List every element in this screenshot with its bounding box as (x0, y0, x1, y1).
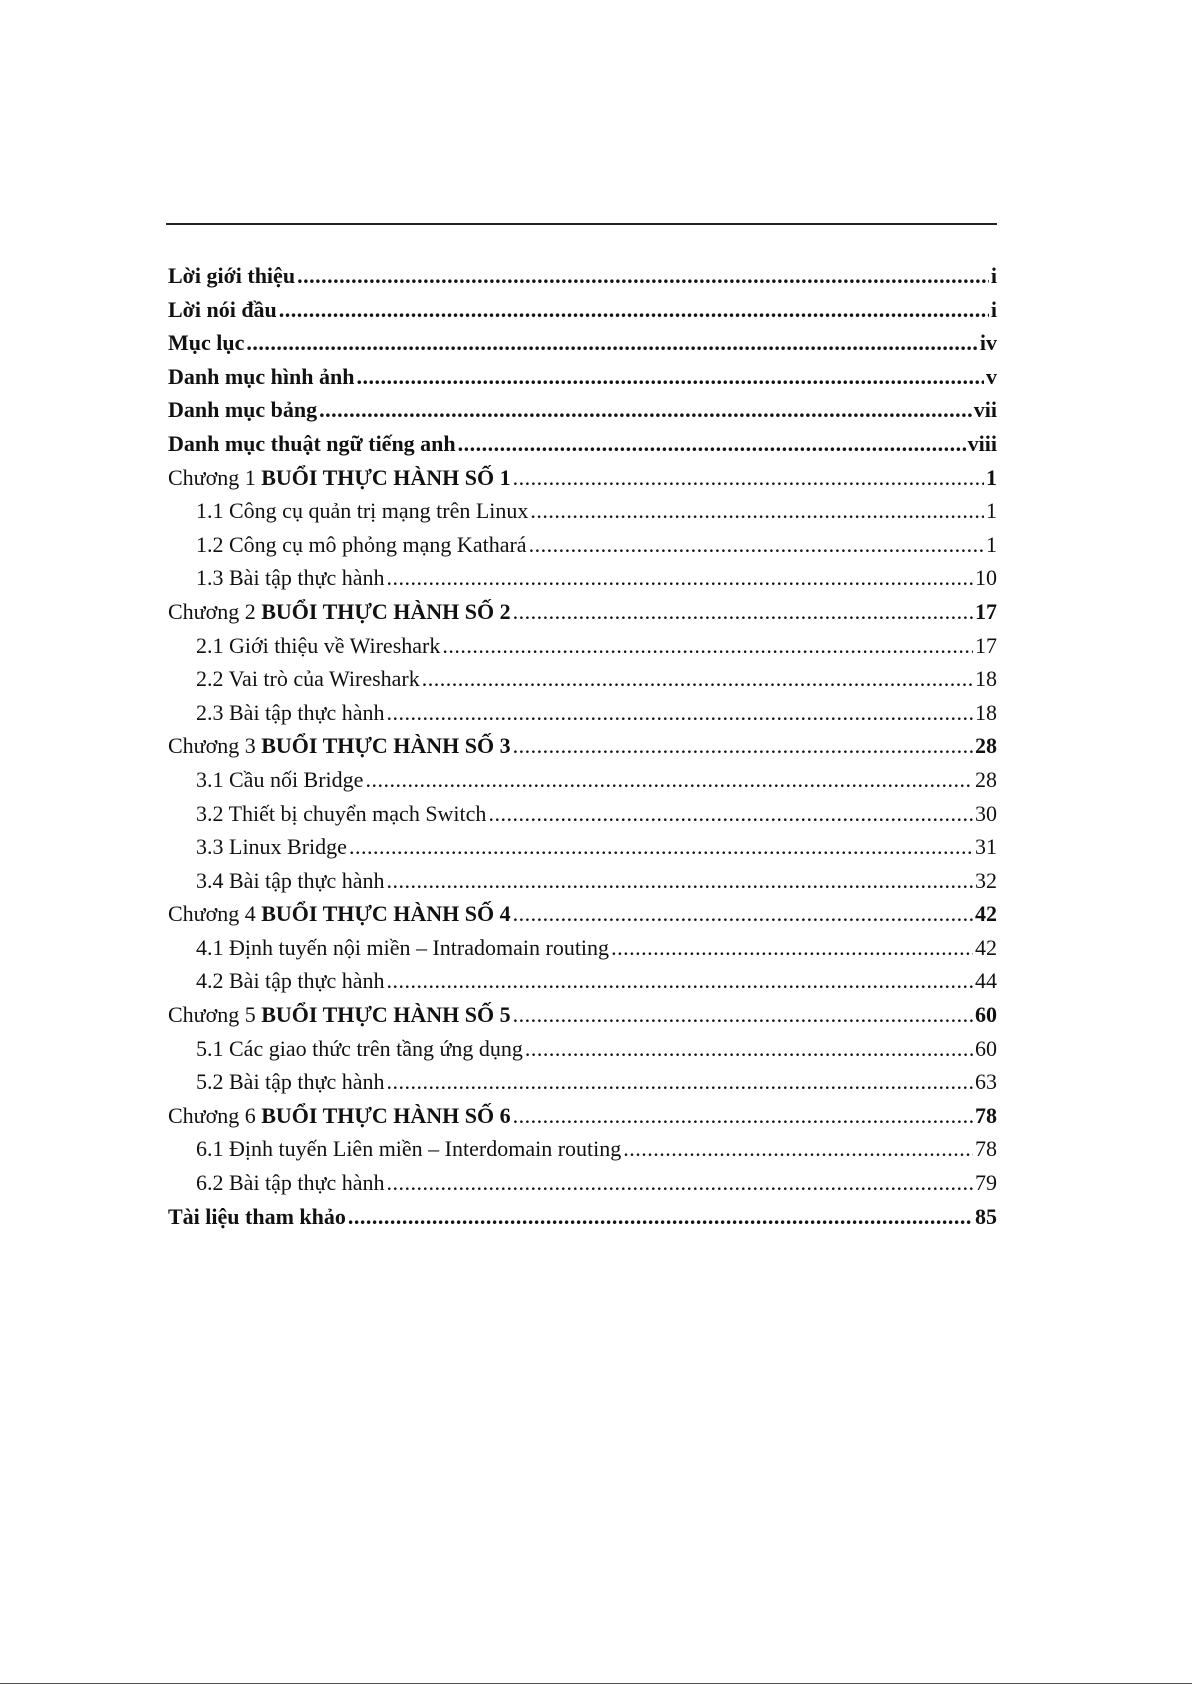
page-number: 42 (975, 934, 997, 960)
dot-leader (458, 427, 966, 461)
page-number: 42 (975, 901, 997, 927)
toc-chapter-entry[interactable] (168, 998, 997, 1032)
chapter-title: BUỔI THỰC HÀNH SỐ 3 (261, 733, 511, 759)
page-number: 1 (986, 464, 997, 490)
page-number: 28 (975, 766, 997, 792)
chapter-prefix: Chương 5 (168, 1002, 256, 1028)
dot-leader (365, 763, 973, 797)
dot-leader (513, 998, 973, 1032)
chapter-prefix: Chương 1 (168, 464, 256, 490)
toc-front-entry[interactable] (168, 293, 997, 327)
page-number: iv (979, 330, 997, 356)
toc-chapter-label (168, 1099, 511, 1133)
toc-section-label: 2.1 Giới thiệu về Wireshark (196, 632, 441, 658)
toc-chapter-entry[interactable] (168, 461, 997, 495)
toc-front-entry[interactable] (168, 427, 997, 461)
dot-leader (387, 561, 974, 595)
chapter-title: BUỔI THỰC HÀNH SỐ 4 (261, 901, 511, 927)
dot-leader (442, 629, 973, 663)
toc-section-entry[interactable] (168, 1032, 997, 1066)
page-number: 60 (975, 1002, 997, 1028)
page-number: 31 (975, 834, 997, 860)
dot-leader (422, 662, 973, 696)
dot-leader (513, 461, 984, 495)
page-number: 60 (975, 1035, 997, 1061)
toc-section-entry[interactable] (168, 964, 997, 998)
chapter-title: BUỔI THỰC HÀNH SỐ 2 (261, 598, 511, 624)
toc-section-entry[interactable] (168, 662, 997, 696)
dot-leader (387, 864, 974, 898)
toc-section-entry[interactable] (168, 629, 997, 663)
toc-section-label: 5.1 Các giao thức trên tầng ứng dụng (196, 1035, 523, 1061)
page-number: 78 (975, 1102, 997, 1128)
toc-section-entry[interactable] (168, 763, 997, 797)
toc-section-entry[interactable] (168, 830, 997, 864)
page-number: i (990, 263, 997, 288)
page-number: 18 (975, 699, 997, 725)
toc-front-entry[interactable] (168, 360, 997, 394)
page-number: v (986, 363, 997, 389)
toc-section-label: 3.3 Linux Bridge (196, 834, 347, 860)
toc-front-label: Tài liệu tham khảo (168, 1203, 346, 1229)
toc-chapter-entry[interactable] (168, 1099, 997, 1133)
toc-section-label: 6.2 Bài tập thực hành (196, 1170, 385, 1196)
toc-section-label: 1.3 Bài tập thực hành (196, 565, 385, 591)
toc-front-label: Danh mục bảng (168, 397, 318, 423)
page-number: 79 (975, 1170, 997, 1196)
dot-leader (513, 1099, 973, 1133)
toc-chapter-label (168, 461, 511, 495)
page-number: 63 (975, 1069, 997, 1095)
dot-leader (246, 326, 977, 360)
toc-front-label: Mục lục (168, 330, 245, 356)
page-number: vii (973, 397, 997, 423)
dot-leader (348, 1200, 973, 1234)
dot-leader (530, 494, 984, 528)
toc-section-label: 2.2 Vai trò của Wireshark (196, 666, 420, 692)
toc-front-label: Danh mục hình ảnh (168, 363, 355, 389)
page-number: 18 (975, 666, 997, 692)
dot-leader (356, 360, 984, 394)
toc-section-entry[interactable] (168, 1065, 997, 1099)
dot-leader (513, 897, 973, 931)
chapter-title: BUỔI THỰC HÀNH SỐ 1 (261, 464, 511, 490)
toc-section-label: 3.4 Bài tập thực hành (196, 867, 385, 893)
toc-section-label: 1.1 Công cụ quản trị mạng trên Linux (196, 498, 529, 524)
toc-front-entry[interactable] (168, 259, 997, 293)
toc-chapter-label (168, 897, 511, 931)
toc-chapter-entry[interactable] (168, 595, 997, 629)
page-number: 17 (975, 598, 997, 624)
toc-section-label: 4.2 Bài tập thực hành (196, 968, 385, 994)
toc-section-entry[interactable] (168, 797, 997, 831)
page-number: 10 (975, 565, 997, 591)
toc-section-entry[interactable] (168, 931, 997, 965)
toc-section-label: 6.1 Định tuyến Liên miền – Interdomain routing (196, 1136, 622, 1162)
toc-chapter-entry[interactable] (168, 897, 997, 931)
toc-front-label: Danh mục thuật ngữ tiếng anh (168, 430, 456, 456)
table-of-contents (168, 259, 997, 1233)
page-number: i (990, 296, 997, 322)
chapter-prefix: Chương 4 (168, 901, 256, 927)
toc-chapter-label (168, 998, 511, 1032)
dot-leader (623, 1132, 973, 1166)
page-number: 30 (975, 800, 997, 826)
dot-leader (387, 696, 974, 730)
toc-section-label: 3.1 Cầu nối Bridge (196, 766, 364, 792)
toc-front-entry[interactable] (168, 393, 997, 427)
dot-leader (349, 830, 973, 864)
dot-leader (525, 1032, 973, 1066)
toc-section-label: 4.1 Định tuyến nội miền – Intradomain routing (196, 934, 610, 960)
dot-leader (319, 393, 972, 427)
dot-leader (513, 729, 973, 763)
chapter-title: BUỔI THỰC HÀNH SỐ 5 (261, 1002, 511, 1028)
toc-section-entry[interactable] (168, 1166, 997, 1200)
chapter-prefix: Chương 2 (168, 598, 256, 624)
toc-front-label: Lời giới thiệu (168, 263, 296, 288)
page-number: 78 (975, 1136, 997, 1162)
footer-rule (0, 1683, 1192, 1684)
page-number: 1 (986, 531, 997, 557)
toc-front-entry[interactable] (168, 326, 997, 360)
page-number: 28 (975, 733, 997, 759)
toc-chapter-entry[interactable] (168, 729, 997, 763)
toc-front-label: Lời nói đầu (168, 296, 277, 322)
toc-section-label: 2.3 Bài tập thực hành (196, 699, 385, 725)
toc-section-label: 5.2 Bài tập thực hành (196, 1069, 385, 1095)
toc-section-label: 1.2 Công cụ mô phỏng mạng Kathará (196, 531, 527, 557)
chapter-prefix: Chương 3 (168, 733, 256, 759)
toc-chapter-label (168, 595, 511, 629)
dot-leader (611, 931, 973, 965)
page-number: 17 (975, 632, 997, 658)
toc-section-entry[interactable] (168, 1132, 997, 1166)
chapter-title: BUỔI THỰC HÀNH SỐ 6 (261, 1102, 511, 1128)
page-number: 44 (975, 968, 997, 994)
toc-chapter-label (168, 729, 511, 763)
toc-section-entry[interactable] (168, 561, 997, 595)
dot-leader (297, 259, 989, 293)
page-number: 32 (975, 867, 997, 893)
toc-section-entry[interactable] (168, 696, 997, 730)
toc-section-label: 3.2 Thiết bị chuyển mạch Switch (196, 800, 487, 826)
dot-leader (529, 528, 984, 562)
page-number: viii (967, 430, 997, 456)
toc-section-entry[interactable] (168, 528, 997, 562)
page-number: 1 (986, 498, 997, 524)
dot-leader (387, 964, 974, 998)
chapter-prefix: Chương 6 (168, 1102, 256, 1128)
dot-leader (488, 797, 973, 831)
dot-leader (513, 595, 973, 629)
dot-leader (387, 1166, 974, 1200)
toc-section-entry[interactable] (168, 864, 997, 898)
dot-leader (279, 293, 989, 327)
toc-section-entry[interactable] (168, 494, 997, 528)
page-number: 85 (975, 1203, 997, 1229)
dot-leader (387, 1065, 974, 1099)
toc-front-entry[interactable] (168, 1200, 997, 1234)
header-rule (166, 223, 997, 225)
